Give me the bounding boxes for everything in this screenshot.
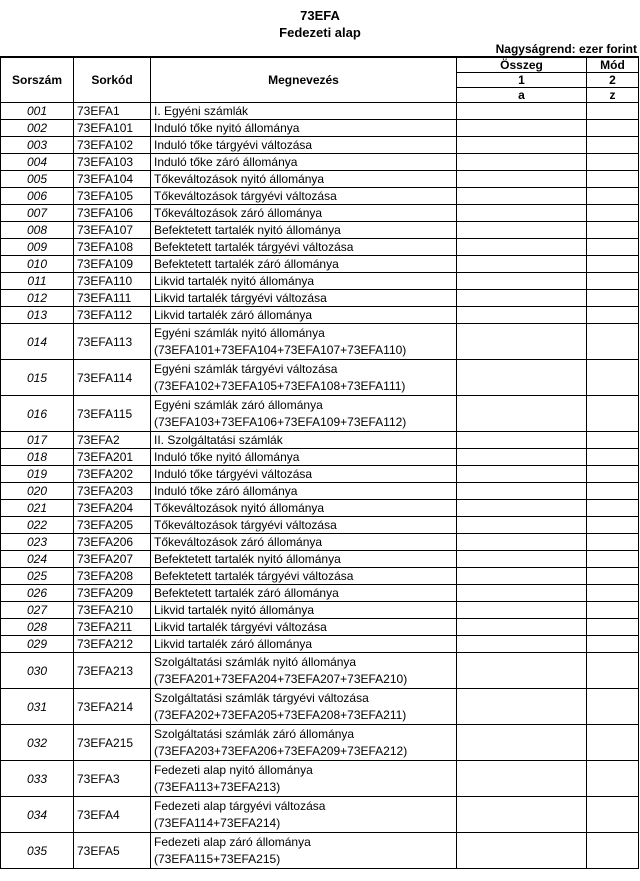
row-name-text: Fedezeti alap tárgyévi változása (154, 798, 326, 813)
row-code: 73EFA211 (74, 619, 151, 636)
row-name (151, 551, 457, 568)
table-row (1, 449, 639, 466)
table-row (1, 689, 639, 725)
amount-cell (457, 466, 587, 483)
row-code: 73EFA207 (74, 551, 151, 568)
row-name (151, 517, 457, 534)
row-number: 024 (1, 551, 74, 568)
row-code: 73EFA203 (74, 483, 151, 500)
row-number: 031 (1, 689, 74, 725)
row-name (151, 725, 457, 761)
amount-cell (457, 239, 587, 256)
row-name-text: Egyéni számlák nyitó állománya (154, 325, 325, 340)
table-row (1, 396, 639, 432)
row-code: 73EFA213 (74, 653, 151, 689)
row-number: 018 (1, 449, 74, 466)
amount-cell (457, 619, 587, 636)
row-code: 73EFA114 (74, 360, 151, 396)
row-formula: (73EFA202+73EFA205+73EFA208+73EFA211) (154, 707, 407, 722)
row-code: 73EFA214 (74, 689, 151, 725)
row-name-text: Fedezeti alap záró állománya (154, 834, 311, 849)
table-row (1, 602, 639, 619)
header-sorszam: Sorszám (1, 57, 74, 103)
row-code: 73EFA215 (74, 725, 151, 761)
row-formula: (73EFA115+73EFA215) (154, 851, 281, 866)
mode-cell (587, 466, 639, 483)
mode-cell (587, 517, 639, 534)
row-formula: (73EFA201+73EFA204+73EFA207+73EFA210) (154, 671, 408, 686)
row-number: 005 (1, 171, 74, 188)
amount-cell (457, 188, 587, 205)
mode-cell (587, 797, 639, 833)
mode-cell (587, 500, 639, 517)
row-name-text: II. Szolgáltatási számlák (154, 433, 283, 447)
row-code: 73EFA212 (74, 636, 151, 653)
amount-cell (457, 761, 587, 797)
table-row (1, 797, 639, 833)
amount-cell (457, 653, 587, 689)
header-megnevezes: Megnevezés (151, 57, 457, 103)
table-row (1, 466, 639, 483)
row-name (151, 568, 457, 585)
row-name-text: I. Egyéni számlák (154, 104, 249, 118)
row-code: 73EFA3 (74, 761, 151, 797)
table-row (1, 725, 639, 761)
row-code: 73EFA209 (74, 585, 151, 602)
row-name-text: Egyéni számlák záró állománya (154, 397, 323, 412)
table-row (1, 239, 639, 256)
table-row (1, 103, 639, 120)
mode-cell (587, 188, 639, 205)
mode-cell (587, 653, 639, 689)
amount-cell (457, 797, 587, 833)
row-code: 73EFA101 (74, 120, 151, 137)
amount-cell (457, 273, 587, 290)
row-code: 73EFA104 (74, 171, 151, 188)
row-name (151, 360, 457, 396)
row-name-text: Induló tőke tárgyévi változása (154, 467, 313, 481)
row-name-text: Tőkeváltozások nyitó állománya (154, 501, 325, 515)
row-number: 017 (1, 432, 74, 449)
row-name-text: Szolgáltatási számlák tárgyévi változása (154, 690, 369, 705)
amount-cell (457, 171, 587, 188)
mode-cell (587, 432, 639, 449)
table-row (1, 653, 639, 689)
header-osszeg: Összeg (457, 57, 587, 73)
row-code: 73EFA103 (74, 154, 151, 171)
table-row (1, 761, 639, 797)
amount-cell (457, 551, 587, 568)
row-number: 032 (1, 725, 74, 761)
row-number: 007 (1, 205, 74, 222)
amount-cell (457, 256, 587, 273)
table-row (1, 256, 639, 273)
row-number: 027 (1, 602, 74, 619)
row-name-text: Befektetett tartalék nyitó állománya (154, 223, 341, 237)
mode-cell (587, 602, 639, 619)
mode-cell (587, 396, 639, 432)
table-row (1, 833, 639, 869)
mode-cell (587, 154, 639, 171)
row-name (151, 324, 457, 360)
mode-cell (587, 483, 639, 500)
mode-cell (587, 360, 639, 396)
header-mod-letter: z (587, 88, 639, 103)
row-number: 019 (1, 466, 74, 483)
mode-cell (587, 551, 639, 568)
row-name (151, 619, 457, 636)
row-code: 73EFA202 (74, 466, 151, 483)
table-row (1, 360, 639, 396)
row-name (151, 797, 457, 833)
row-name (151, 396, 457, 432)
amount-cell (457, 222, 587, 239)
row-name-text: Tőkeváltozások záró állománya (154, 206, 323, 220)
mode-cell (587, 239, 639, 256)
amount-cell (457, 602, 587, 619)
row-name (151, 120, 457, 137)
row-name-text: Egyéni számlák tárgyévi változása (154, 361, 338, 376)
header-mod-number: 2 (587, 73, 639, 88)
header-sorkod: Sorkód (74, 57, 151, 103)
data-table (0, 56, 639, 869)
amount-cell (457, 307, 587, 324)
row-code: 73EFA201 (74, 449, 151, 466)
mode-cell (587, 833, 639, 869)
row-name (151, 432, 457, 449)
amount-cell (457, 360, 587, 396)
amount-cell (457, 500, 587, 517)
row-name-text: Tőkeváltozások tárgyévi változása (154, 189, 337, 203)
row-name (151, 500, 457, 517)
row-name (151, 171, 457, 188)
header-osszeg-number: 1 (457, 73, 587, 88)
amount-cell (457, 517, 587, 534)
row-code: 73EFA106 (74, 205, 151, 222)
row-name (151, 307, 457, 324)
row-name-text: Induló tőke záró állománya (154, 484, 298, 498)
row-number: 034 (1, 797, 74, 833)
amount-cell (457, 449, 587, 466)
row-name-text: Induló tőke záró állománya (154, 155, 298, 169)
row-number: 029 (1, 636, 74, 653)
row-name (151, 273, 457, 290)
mode-cell (587, 103, 639, 120)
amount-cell (457, 689, 587, 725)
table-row (1, 154, 639, 171)
row-number: 035 (1, 833, 74, 869)
table-row (1, 432, 639, 449)
table-row (1, 534, 639, 551)
mode-cell (587, 534, 639, 551)
mode-cell (587, 619, 639, 636)
table-row (1, 619, 639, 636)
row-name-text: Likvid tartalék nyitó állománya (154, 274, 315, 288)
row-name (151, 222, 457, 239)
mode-cell (587, 636, 639, 653)
mode-cell (587, 449, 639, 466)
amount-cell (457, 534, 587, 551)
form-code: 73EFA (300, 8, 340, 23)
row-number: 006 (1, 188, 74, 205)
table-row (1, 636, 639, 653)
row-name (151, 449, 457, 466)
form-title: Fedezeti alap (279, 25, 361, 40)
row-number: 020 (1, 483, 74, 500)
amount-cell (457, 290, 587, 307)
amount-cell (457, 324, 587, 360)
mode-cell (587, 761, 639, 797)
row-number: 013 (1, 307, 74, 324)
row-name-text: Likvid tartalék tárgyévi változása (154, 291, 327, 305)
row-name-text: Befektetett tartalék tárgyévi változása (154, 569, 354, 583)
row-code: 73EFA2 (74, 432, 151, 449)
row-name (151, 466, 457, 483)
row-name-text: Likvid tartalék záró állománya (154, 308, 313, 322)
row-name-text: Tőkeváltozások záró állománya (154, 535, 323, 549)
row-code: 73EFA107 (74, 222, 151, 239)
table-row (1, 290, 639, 307)
row-name-text: Befektetett tartalék nyitó állománya (154, 552, 341, 566)
row-name (151, 239, 457, 256)
table-row (1, 137, 639, 154)
amount-cell (457, 585, 587, 602)
row-code: 73EFA206 (74, 534, 151, 551)
row-code: 73EFA5 (74, 833, 151, 869)
row-name (151, 137, 457, 154)
mode-cell (587, 568, 639, 585)
mode-cell (587, 205, 639, 222)
row-name-text: Tőkeváltozások tárgyévi változása (154, 518, 337, 532)
row-number: 010 (1, 256, 74, 273)
table-row (1, 205, 639, 222)
row-name-text: Befektetett tartalék tárgyévi változása (154, 240, 354, 254)
row-name-text: Likvid tartalék nyitó állománya (154, 603, 315, 617)
row-number: 008 (1, 222, 74, 239)
mode-cell (587, 725, 639, 761)
row-code: 73EFA204 (74, 500, 151, 517)
table-row (1, 483, 639, 500)
row-formula: (73EFA102+73EFA105+73EFA108+73EFA111) (154, 378, 406, 393)
header-mod: Mód (587, 57, 639, 73)
row-name-text: Befektetett tartalék záró állománya (154, 257, 339, 271)
row-name (151, 154, 457, 171)
row-number: 001 (1, 103, 74, 120)
row-code: 73EFA105 (74, 188, 151, 205)
row-name (151, 636, 457, 653)
amount-cell (457, 396, 587, 432)
row-name-text: Fedezeti alap nyitó állománya (154, 762, 313, 777)
table-row (1, 551, 639, 568)
row-code: 73EFA1 (74, 103, 151, 120)
row-number: 004 (1, 154, 74, 171)
row-name (151, 256, 457, 273)
row-number: 014 (1, 324, 74, 360)
row-name (151, 833, 457, 869)
mode-cell (587, 324, 639, 360)
row-code: 73EFA109 (74, 256, 151, 273)
row-number: 026 (1, 585, 74, 602)
table-row (1, 171, 639, 188)
row-number: 003 (1, 137, 74, 154)
row-code: 73EFA4 (74, 797, 151, 833)
row-name (151, 205, 457, 222)
row-name (151, 761, 457, 797)
row-name-text: Szolgáltatási számlák záró állománya (154, 726, 355, 741)
row-number: 011 (1, 273, 74, 290)
row-formula: (73EFA103+73EFA106+73EFA109+73EFA112) (154, 414, 407, 429)
table-row (1, 324, 639, 360)
row-code: 73EFA110 (74, 273, 151, 290)
row-code: 73EFA205 (74, 517, 151, 534)
row-number: 023 (1, 534, 74, 551)
row-number: 009 (1, 239, 74, 256)
row-code: 73EFA102 (74, 137, 151, 154)
row-number: 012 (1, 290, 74, 307)
row-number: 033 (1, 761, 74, 797)
row-code: 73EFA112 (74, 307, 151, 324)
row-number: 025 (1, 568, 74, 585)
mode-cell (587, 120, 639, 137)
row-number: 021 (1, 500, 74, 517)
row-code: 73EFA115 (74, 396, 151, 432)
amount-cell (457, 205, 587, 222)
table-row (1, 307, 639, 324)
table-row (1, 517, 639, 534)
row-name (151, 290, 457, 307)
amount-cell (457, 154, 587, 171)
row-name-text: Likvid tartalék záró állománya (154, 637, 313, 651)
row-code: 73EFA208 (74, 568, 151, 585)
mode-cell (587, 137, 639, 154)
amount-cell (457, 137, 587, 154)
row-name (151, 483, 457, 500)
row-formula: (73EFA114+73EFA214) (154, 815, 281, 830)
table-row (1, 273, 639, 290)
row-name-text: Likvid tartalék tárgyévi változása (154, 620, 327, 634)
mode-cell (587, 171, 639, 188)
mode-cell (587, 585, 639, 602)
row-name (151, 103, 457, 120)
table-row (1, 120, 639, 137)
row-name (151, 689, 457, 725)
row-name (151, 534, 457, 551)
amount-cell (457, 120, 587, 137)
table-row (1, 585, 639, 602)
row-name-text: Induló tőke nyitó állománya (154, 450, 300, 464)
row-formula: (73EFA203+73EFA206+73EFA209+73EFA212) (154, 743, 408, 758)
row-code: 73EFA108 (74, 239, 151, 256)
mode-cell (587, 290, 639, 307)
table-row (1, 568, 639, 585)
row-name-text: Befektetett tartalék záró állománya (154, 586, 339, 600)
row-number: 028 (1, 619, 74, 636)
mode-cell (587, 307, 639, 324)
mode-cell (587, 256, 639, 273)
mode-cell (587, 689, 639, 725)
amount-cell (457, 432, 587, 449)
row-name-text: Tőkeváltozások nyitó állománya (154, 172, 325, 186)
amount-cell (457, 636, 587, 653)
table-row (1, 222, 639, 239)
amount-cell (457, 568, 587, 585)
row-name (151, 602, 457, 619)
row-code: 73EFA210 (74, 602, 151, 619)
amount-cell (457, 103, 587, 120)
row-name (151, 653, 457, 689)
table-row (1, 188, 639, 205)
row-formula: (73EFA101+73EFA104+73EFA107+73EFA110) (154, 342, 407, 357)
row-number: 022 (1, 517, 74, 534)
row-name-text: Induló tőke tárgyévi változása (154, 138, 313, 152)
row-number: 030 (1, 653, 74, 689)
row-name (151, 188, 457, 205)
amount-cell (457, 725, 587, 761)
table-body (1, 103, 639, 869)
table-row (1, 500, 639, 517)
amount-cell (457, 483, 587, 500)
header-osszeg-letter: a (457, 88, 587, 103)
row-name-text: Szolgáltatási számlák nyitó állománya (154, 654, 357, 669)
mode-cell (587, 273, 639, 290)
row-number: 002 (1, 120, 74, 137)
row-code: 73EFA111 (74, 290, 151, 307)
row-formula: (73EFA113+73EFA213) (154, 779, 281, 794)
row-number: 016 (1, 396, 74, 432)
row-number: 015 (1, 360, 74, 396)
row-name (151, 585, 457, 602)
mode-cell (587, 222, 639, 239)
unit-label: Nagyságrend: ezer forint (495, 42, 637, 56)
amount-cell (457, 833, 587, 869)
row-name-text: Induló tőke nyitó állománya (154, 121, 300, 135)
row-code: 73EFA113 (74, 324, 151, 360)
